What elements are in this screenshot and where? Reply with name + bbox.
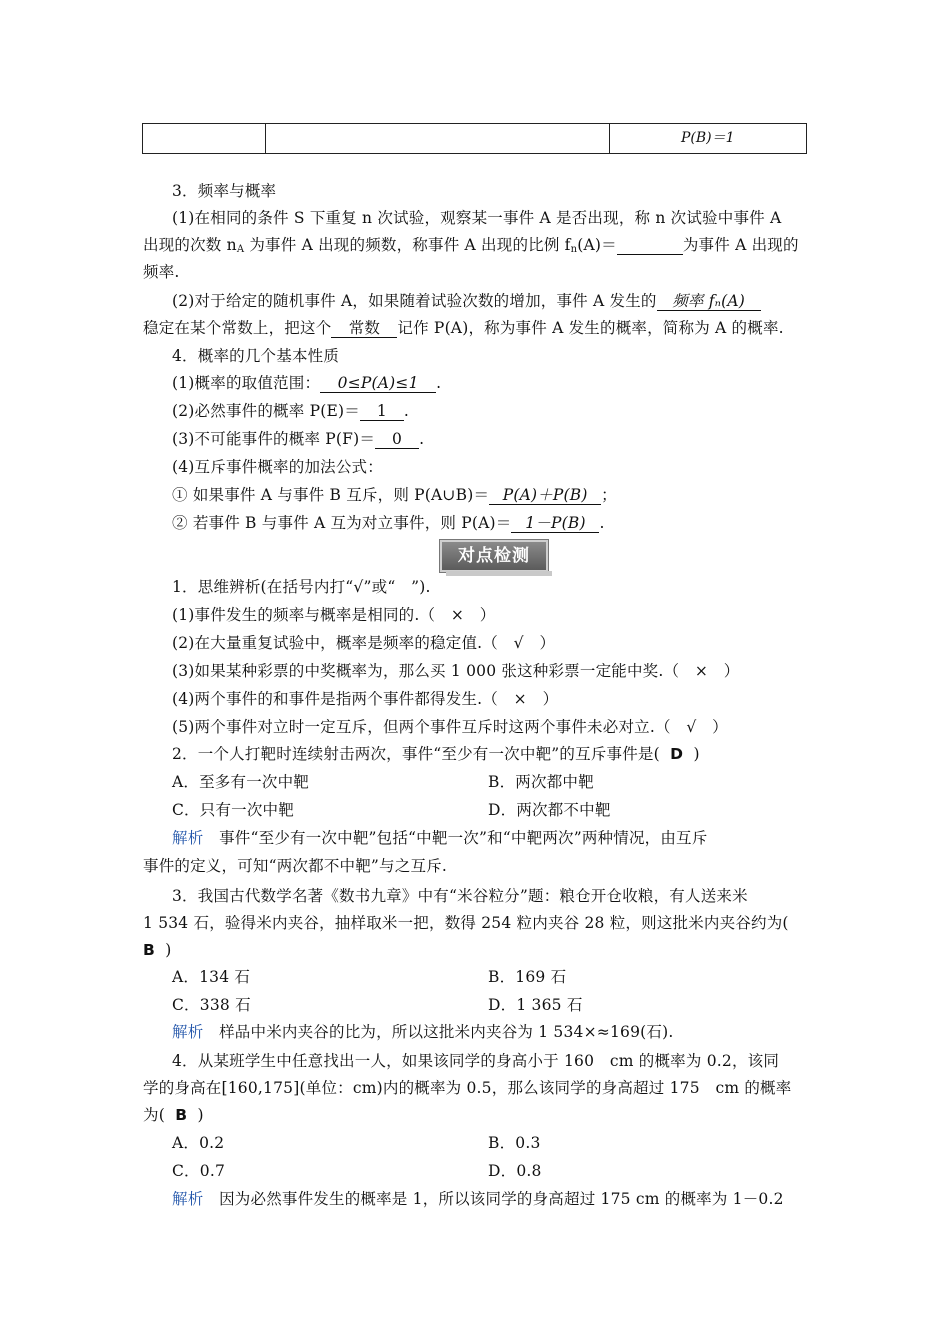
- section-3-p2-line1: (2)对于给定的随机事件 A，如果随着试验次数的增加，事件 A 发生的 频率 fₙ(A): [172, 291, 761, 311]
- q4-option-a: A．0.2: [172, 1134, 225, 1152]
- table-cell-3: [610, 124, 806, 153]
- table-cell-text: P(B)＝1: [681, 130, 735, 146]
- section-3-heading: 3．频率与概率: [172, 182, 277, 200]
- q1-item: (5)两个事件对立时一定互斥，但两个事件互斥时这两个事件未必对立.（ √ ）: [172, 718, 728, 736]
- section-3-p1-line1: (1)在相同的条件 S 下重复 n 次试验，观察某一事件 A 是否出现，称 n 次试验中事件 A: [172, 209, 782, 227]
- q4-line1: 4．从某班学生中任意找出一人，如果该同学的身高小于 160 cm 的概率为 0.2，该同: [172, 1052, 780, 1070]
- section-3-p1-line2: 出现的次数 $n_A$ 为事件 A 出现的频数，称事件 A 出现的比例 $f_n(A)=$ 为事件 A 出现的: [143, 236, 799, 255]
- q3-line1: 3．我国古代数学名著《数书九章》中有“米谷粒分”题：粮仓开仓收粮，有人送来米: [172, 887, 748, 905]
- property-4: (4)互斥事件概率的加法公式：: [172, 458, 383, 476]
- q3-option-c: C．338 石: [172, 996, 251, 1014]
- q4-option-d: D．0.8: [488, 1162, 542, 1180]
- q4-option-b: B．0.3: [488, 1134, 541, 1152]
- rule-1-answer: P(A)＋P(B): [489, 486, 601, 505]
- property-3: (3)不可能事件的概率 P(F)＝ 0 .: [172, 430, 425, 448]
- table-last-row: [142, 123, 807, 154]
- frequency-answer: 频率 fₙ(A): [657, 292, 761, 311]
- property-4-rule-1: ① 如果事件 A 与事件 B 互斥，则 P(A∪B)＝ P(A)＋P(B) ；: [172, 486, 617, 504]
- q3-option-b: B．169 石: [488, 968, 567, 986]
- q3-line2: 1 534 石，验得米内夹谷，抽样取米一把，数得 254 粒内夹谷 28 粒，则这批米内夹谷约为(: [143, 914, 789, 932]
- q4-line3: 为( B ): [143, 1106, 204, 1124]
- rule-2-answer: 1－P(B): [511, 514, 599, 533]
- property-2-answer: 1: [360, 402, 404, 421]
- q2-stem: 2．一个人打靶时连续射击两次，事件“至少有一次中靶”的互斥事件是( D ): [172, 745, 700, 763]
- q2-option-a: A．至多有一次中靶: [172, 773, 309, 791]
- q4-option-c: C．0.7: [172, 1162, 226, 1180]
- q2-option-c: C．只有一次中靶: [172, 801, 294, 819]
- jiexi-label: 解析: [172, 1023, 204, 1041]
- constant-answer: 常数: [331, 319, 397, 338]
- table-cell-1: [143, 124, 266, 153]
- property-1-answer: 0≤P(A)≤1: [320, 374, 436, 393]
- q4-line2: 学的身高在[160,175](单位：cm)内的概率为 0.5，那么该同学的身高超过 175 cm 的概率: [143, 1079, 792, 1097]
- property-1: (1)概率的取值范围： 0≤P(A)≤1 .: [172, 374, 442, 392]
- property-3-answer: 0: [375, 430, 419, 449]
- section-3-p2-line2: 稳定在某个常数上，把这个 常数 记作 P(A)，称为事件 A 发生的概率，简称为 A 的概率.: [143, 319, 784, 337]
- section-4-heading: 4．概率的几个基本性质: [172, 347, 340, 365]
- jiexi-label: 解析: [172, 1190, 204, 1208]
- q2-option-d: D．两次都不中靶: [488, 801, 611, 819]
- q2-answer: D: [670, 745, 684, 763]
- q2-explanation-line2: 事件的定义，可知“两次都不中靶”与之互斥.: [143, 857, 447, 875]
- q3-explanation: 解析 样品中米内夹谷的比为，所以这批米内夹谷为 1 534×≈169(石).: [172, 1023, 674, 1041]
- q1-item: (1)事件发生的频率与概率是相同的.（ × ）: [172, 606, 496, 624]
- q4-explanation: 解析 因为必然事件发生的概率是 1，所以该同学的身高超过 175 cm 的概率为 1－0.2: [172, 1190, 784, 1208]
- q3-option-a: A．134 石: [172, 968, 251, 986]
- q2-explanation-line1: 解析 事件“至少有一次中靶”包括“中靶一次”和“中靶两次”两种情况，由互斥: [172, 829, 708, 847]
- property-4-rule-2: ② 若事件 B 与事件 A 互为对立事件，则 P(A)＝ 1－P(B) .: [172, 514, 605, 532]
- q2-option-b: B．两次都中靶: [488, 773, 594, 791]
- section-banner: 对点检测: [440, 540, 548, 572]
- q1-item: (3)如果某种彩票的中奖概率为，那么买 1 000 张这种彩票一定能中奖.（ × ）: [172, 662, 740, 680]
- q3-line3: B ): [143, 941, 172, 959]
- q3-answer: B: [143, 941, 156, 959]
- q3-option-d: D．1 365 石: [488, 996, 583, 1014]
- frequency-blank: [617, 236, 683, 255]
- jiexi-label: 解析: [172, 829, 204, 847]
- property-2: (2)必然事件的概率 P(E)＝ 1 .: [172, 402, 410, 420]
- q1-item: (2)在大量重复试验中，概率是频率的稳定值.（ √ ）: [172, 634, 556, 652]
- q1-item: (4)两个事件的和事件是指两个事件都得发生.（ × ）: [172, 690, 559, 708]
- q4-answer: B: [175, 1106, 188, 1124]
- section-3-p1-line3: 频率.: [143, 263, 180, 281]
- q1-stem: 1．思维辨析(在括号内打“√”或“ ”).: [172, 578, 431, 596]
- table-cell-2: [266, 124, 610, 153]
